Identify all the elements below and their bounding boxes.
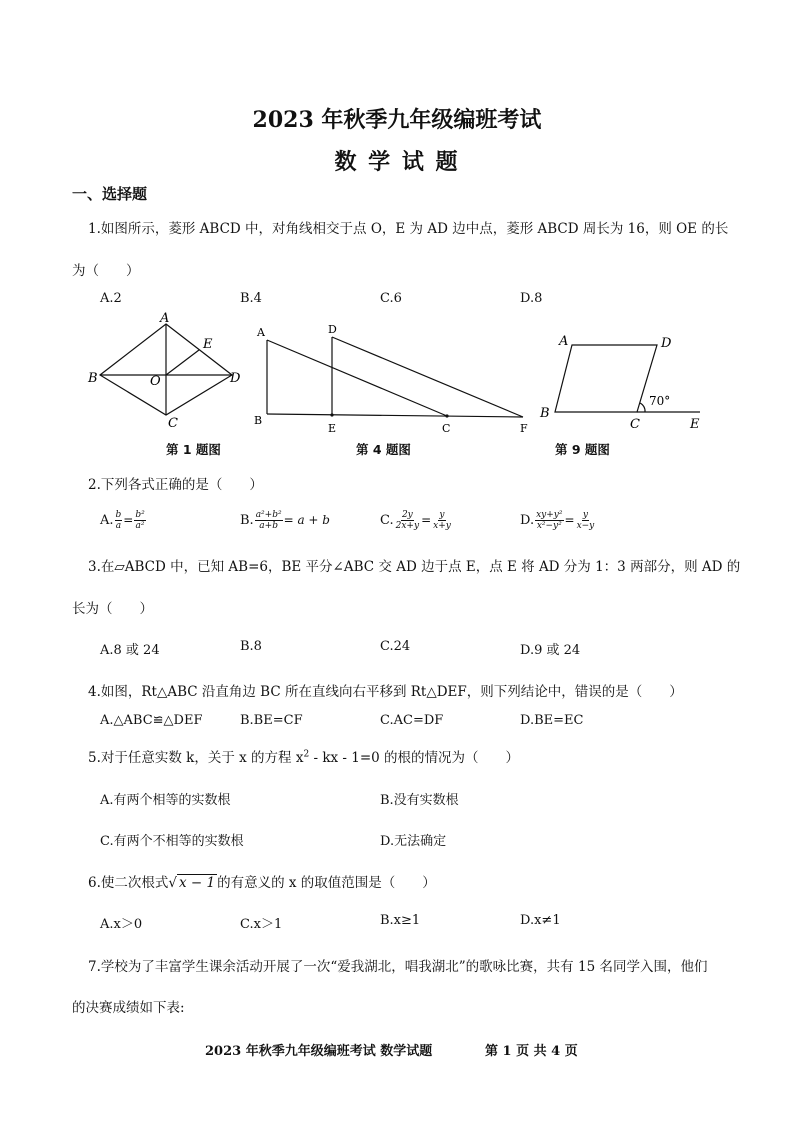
q4-option-d: D.BE=EC xyxy=(520,713,584,728)
exam-subtitle: 数 学 试 题 xyxy=(334,149,460,175)
q1-option-a: A.2 xyxy=(100,291,122,306)
fig1-label-b: B xyxy=(88,371,98,386)
fig4-label-e: E xyxy=(328,422,337,435)
q4-option-b: B.BE=CF xyxy=(240,713,303,728)
fig9-label-b: B xyxy=(540,406,550,421)
fig9-label-e: E xyxy=(690,417,700,432)
fig4-label-d: D xyxy=(328,323,337,336)
q5-stem: 5.对于任意实数 k，关于 x 的方程 $x^2$ - kx - 1=0 的根的情况为（ ） xyxy=(88,749,520,766)
q3-stem-line2: 长为（ ） xyxy=(72,601,153,617)
q1-stem-line2: 为（ ） xyxy=(72,263,140,279)
q3-option-a: A.8 或 24 xyxy=(100,643,160,658)
sqrt-expression: √ x − 1 xyxy=(168,875,216,891)
q2-option-a: A. $\frac{b}{a}$ = $\frac{\text{b²}}{\text{a²}}$ xyxy=(100,510,145,531)
q5-option-c: C.有两个不相等的实数根 xyxy=(100,834,244,849)
fig4-caption: 第 4 题图 xyxy=(356,442,411,457)
q6-option-c: C.x＞1 xyxy=(240,917,283,932)
q2-option-c: C. $\frac{2y}{2x+y}$ = $\frac{y}{x+y}$ xyxy=(380,510,451,531)
footer-page-number: 第 1 页 共 4 页 xyxy=(485,1044,578,1059)
q4-option-a: A.△ABC≌△DEF xyxy=(100,713,203,728)
q3-option-c: C.24 xyxy=(380,639,411,654)
fig4-label-a: A xyxy=(257,326,265,339)
fig1-label-d: D xyxy=(230,371,241,386)
fig1-label-e: E xyxy=(203,337,213,352)
fig9-label-c: C xyxy=(630,417,640,432)
exam-title: 2023 年秋季九年级编班考试 xyxy=(252,107,542,133)
fig1-label-o: O xyxy=(150,374,161,389)
figure-1-rhombus xyxy=(80,310,250,435)
footer-exam-name: 2023 年秋季九年级编班考试 数学试题 xyxy=(205,1044,433,1059)
q5-option-b: B.没有实数根 xyxy=(380,793,459,808)
fig9-label-a: A xyxy=(559,334,569,349)
q1-stem-line1: 1.如图所示，菱形 ABCD 中，对角线相交于点 O，E 为 AD 边中点，菱形 ABCD 周长为 16，则 OE 的长 xyxy=(88,221,729,237)
q2-option-d: D. $\frac{\text{xy+y²}}{\text{x²−y²}}$ = $\frac{y}{x-y}$ xyxy=(520,510,595,531)
q1-option-c: C.6 xyxy=(380,291,402,306)
figure-4-triangles xyxy=(250,320,535,435)
q5-option-a: A.有两个相等的实数根 xyxy=(100,793,231,808)
q1-option-b: B.4 xyxy=(240,291,262,306)
fig9-angle-label: 70° xyxy=(649,394,671,408)
fig1-label-c: C xyxy=(168,416,178,431)
fig9-caption: 第 9 题图 xyxy=(555,442,610,457)
q2-stem: 2.下列各式正确的是（ ） xyxy=(88,477,263,493)
figure-9-parallelogram xyxy=(535,325,715,435)
q6-option-a: A.x＞0 xyxy=(100,917,143,932)
q1-option-d: D.8 xyxy=(520,291,543,306)
q4-option-c: C.AC=DF xyxy=(380,713,444,728)
q5-option-d: D.无法确定 xyxy=(380,834,447,849)
q7-stem-line2: 的决赛成绩如下表: xyxy=(72,1000,185,1016)
q3-stem-line1: 3.在▱ABCD 中，已知 AB=6，BE 平分∠ABC 交 AD 边于点 E，点 E 将 AD 分为 1：3 两部分，则 AD 的 xyxy=(88,559,741,575)
fig1-caption: 第 1 题图 xyxy=(166,442,221,457)
q6-option-d: D.x≠1 xyxy=(520,913,561,928)
q3-option-d: D.9 或 24 xyxy=(520,643,581,658)
fig4-label-f: F xyxy=(520,422,528,435)
q6-stem: 6.使二次根式√ x − 1 的有意义的 x 的取值范围是（ ） xyxy=(88,875,436,891)
fig4-label-b: B xyxy=(254,414,263,427)
q7-stem-line1: 7.学校为了丰富学生课余活动开展了一次“爱我湖北，唱我湖北”的歌咏比赛，共有 15 名同学入围，他们 xyxy=(88,959,708,975)
fig9-label-d: D xyxy=(661,336,672,351)
q3-option-b: B.8 xyxy=(240,639,262,654)
fig4-label-c: C xyxy=(442,422,451,435)
section-heading: 一、选择题 xyxy=(72,185,148,203)
fig1-label-a: A xyxy=(160,311,170,326)
q4-stem: 4.如图，Rt△ABC 沿直角边 BC 所在直线向右平移到 Rt△DEF，则下列结论中，错误的是（ ） xyxy=(88,684,683,700)
q6-option-b: B.x≥1 xyxy=(380,913,421,928)
q2-option-b: B. $\frac{\text{a²+b²}}{a+b}$ = a + b xyxy=(240,510,330,531)
